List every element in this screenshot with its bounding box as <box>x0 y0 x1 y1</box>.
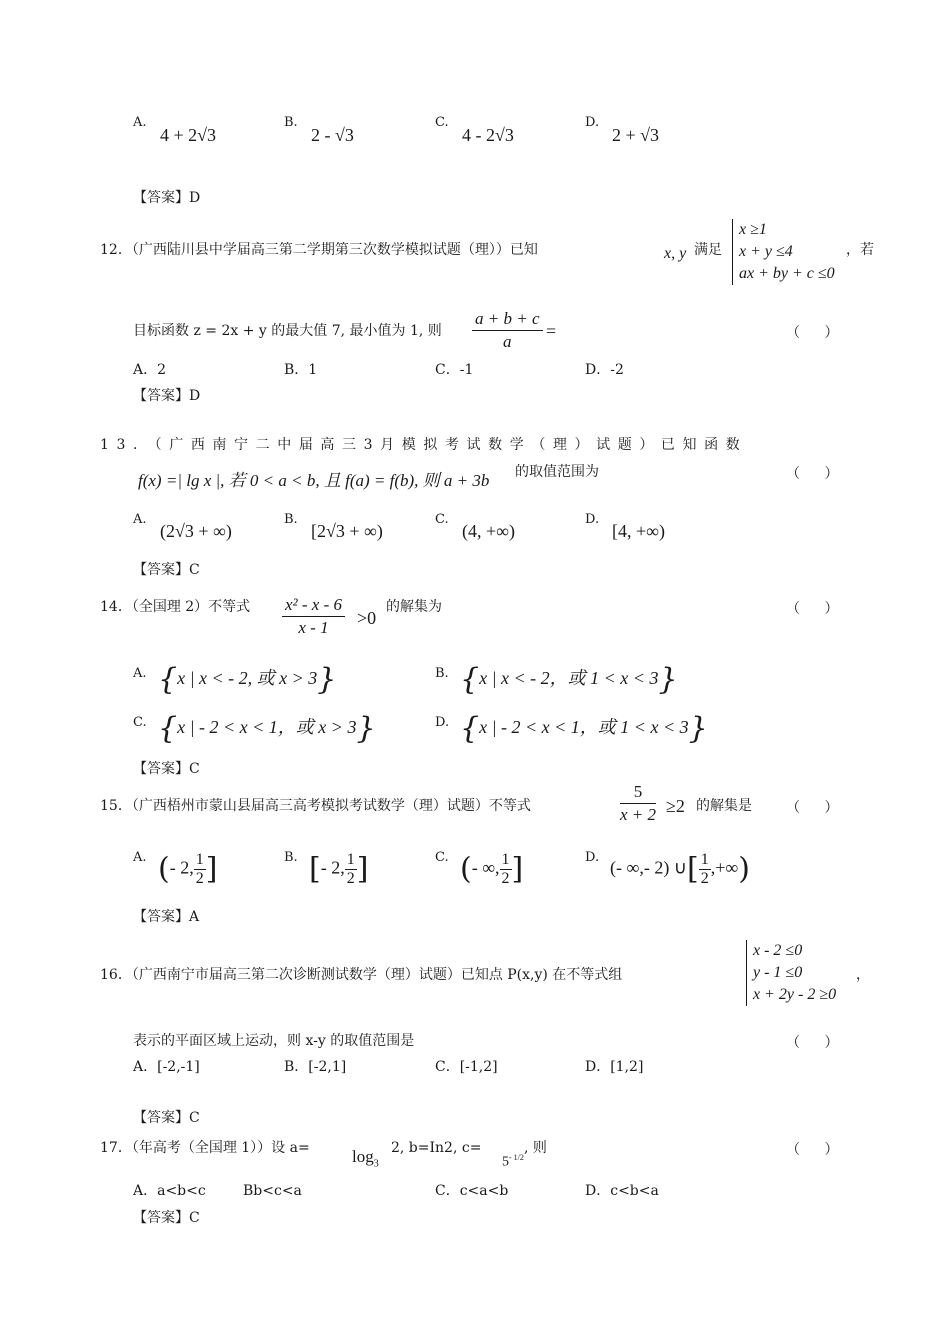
q13-line2-tail: 的取值范围为 <box>515 464 599 480</box>
q15-fraction <box>620 781 656 826</box>
q12-opt-b: B．1 <box>284 362 318 378</box>
q15-opt-d-num: 1 <box>700 851 709 868</box>
q17-stem-c: , 则 <box>524 1140 547 1156</box>
q14-fraction <box>282 594 345 639</box>
q14-opt-b-label: B. <box>435 666 449 681</box>
q15-opt-d: (- ∞,- 2) ∪[ $\frac{1}{2}$ ,+∞) <box>610 851 750 887</box>
q13-opt-a-label: A. <box>133 512 147 527</box>
q13-opt-c-label: C. <box>435 512 449 527</box>
q17-stem-b: 2, b=In2, c= <box>391 1140 482 1156</box>
q12-frac-num: a + b + c <box>472 308 543 331</box>
q13-opt-d: [4, +∞) <box>612 521 665 541</box>
q12-constraint-3: ax + by + c ≤0 <box>739 265 835 282</box>
q14-opt-c: {x | - 2 < x < 1，或 x > 3} <box>158 710 376 746</box>
q14-opt-b-text: x | x < - 2，或 1 < x < 3 <box>479 668 659 688</box>
q14-opt-c-text: x | - 2 < x < 1，或 x > 3 <box>177 717 357 737</box>
q16-constraint-system <box>746 940 836 1006</box>
q14-frac-num: x² - x - 6 <box>282 594 345 617</box>
q15-opt-a-label: A. <box>133 850 147 865</box>
q14-blank: （ ） <box>786 601 849 617</box>
q17-answer: 【答案】C <box>133 1210 200 1226</box>
q15-opt-a-den: 2 <box>195 870 204 887</box>
q13-opt-b: [2√3 + ∞) <box>311 521 383 541</box>
q16-opt-d: D．[1,2] <box>585 1059 644 1075</box>
q14-opt-a-label: A. <box>133 666 147 681</box>
q12-opt-d: D．-2 <box>585 362 624 378</box>
q16-comma: ， <box>856 967 870 983</box>
q13-opt-b-label: B. <box>284 512 298 527</box>
q16-blank: （ ） <box>786 1035 849 1051</box>
q13-opt-c: (4, +∞) <box>462 521 515 541</box>
q15-opt-c: (- ∞, $\frac{1}{2}$ ] <box>460 851 524 887</box>
q11-opt-b-label: B. <box>284 115 298 130</box>
q15-ge: ≥2 <box>666 796 685 816</box>
q15-opt-c-den: 2 <box>501 870 510 887</box>
q12-blank: （ ） <box>786 325 849 341</box>
q12-satisfy: 满足 <box>694 242 722 258</box>
q11-opt-a-label: A. <box>133 115 147 130</box>
q11-opt-b: 2 - √3 <box>311 125 354 145</box>
q17-stem-a: 17．（年高考（全国理 1））设 a= <box>100 1140 310 1156</box>
q15-opt-c-num: 1 <box>501 851 510 868</box>
q12-tail: ，若 <box>846 242 874 258</box>
q12-constraint-system <box>732 219 835 285</box>
q16-opt-b: B．[-2,1] <box>284 1059 347 1075</box>
q15-opt-b-label: B. <box>284 850 298 865</box>
q13-stem: 13．（广西南宁二中届高三3月模拟考试数学（理）试题）已知函数 <box>100 437 748 453</box>
q12-fraction <box>472 308 543 353</box>
q12-constraint-1: x ≥1 <box>739 221 767 238</box>
q15-frac-den: x + 2 <box>620 805 657 824</box>
q15-opt-d-tail: ,+∞ <box>710 857 739 878</box>
q12-line2: 目标函数 z = 2x + y 的最大值 7, 最小值为 1, 则 <box>133 323 442 339</box>
q17-c-power <box>502 1147 524 1174</box>
q17-log-text: log <box>352 1147 374 1166</box>
q14-stem: 14．（全国理 2）不等式 <box>100 599 251 615</box>
q16-line2: 表示的平面区域上运动，则 x-y 的取值范围是 <box>133 1033 415 1049</box>
q11-answer: 【答案】D <box>133 190 201 206</box>
q11-opt-d: 2 + √3 <box>612 125 660 145</box>
q17-log <box>352 1146 379 1175</box>
q16-opt-a: A．[-2,-1] <box>133 1059 200 1075</box>
q15-opt-b-left: - 2, <box>320 857 345 878</box>
q13-opt-d-label: D. <box>585 512 600 527</box>
q11-opt-a: 4 + 2√3 <box>160 125 217 145</box>
q16-constraint-2: y - 1 ≤0 <box>753 964 803 981</box>
q17-c-exp: - 1/2 <box>509 1153 524 1162</box>
q15-opt-d-den: 2 <box>700 870 709 887</box>
q17-c-base: 5 <box>502 1154 509 1170</box>
q15-opt-a-left: - 2, <box>169 857 194 878</box>
q15-opt-b: [- 2, $\frac{1}{2}$ ] <box>309 851 369 887</box>
q11-opt-d-label: D. <box>585 115 600 130</box>
q15-opt-b-num: 1 <box>346 851 355 868</box>
q15-opt-a-num: 1 <box>195 851 204 868</box>
q12-stem: 12．（广西陆川县中学届高三第二学期第三次数学模拟试题（理））已知 <box>100 242 538 258</box>
q14-tail: 的解集为 <box>386 599 442 615</box>
q16-stem: 16．（广西南宁市届高三第二次诊断测试数学（理）试题）已知点 P(x,y) 在不等式组 <box>100 967 623 983</box>
q15-opt-d-label: D. <box>585 850 600 865</box>
q12-frac-den: a <box>503 332 512 351</box>
q14-opt-d: {x | - 2 < x < 1，或 1 < x < 3} <box>460 710 708 746</box>
q12-answer: 【答案】D <box>133 388 201 404</box>
q17-opt-b: Bb<c<a <box>243 1183 302 1199</box>
q12-equals: = <box>546 321 557 341</box>
q14-answer: 【答案】C <box>133 761 200 777</box>
q15-frac-num: 5 <box>620 781 656 804</box>
q11-opt-c: 4 - 2√3 <box>462 125 514 145</box>
q12-constraint-2: x + y ≤4 <box>739 243 793 260</box>
q15-opt-d-left: (- ∞,- 2) ∪ <box>610 857 687 878</box>
q15-answer: 【答案】A <box>133 909 200 925</box>
q16-answer: 【答案】C <box>133 1110 200 1126</box>
q14-gt: >0 <box>357 608 377 628</box>
q13-opt-a: (2√3 + ∞) <box>160 521 232 541</box>
q14-opt-a-text: x | x < - 2, 或 x > 3 <box>177 668 318 688</box>
q17-log-base: 3 <box>373 1158 379 1170</box>
q17-opt-c: C．c<a<b <box>435 1183 509 1199</box>
q13-blank: （ ） <box>786 466 849 482</box>
q15-opt-c-left: - ∞, <box>471 857 500 878</box>
q14-opt-a: {x | x < - 2, 或 x > 3} <box>158 661 337 697</box>
q14-opt-d-text: x | - 2 < x < 1，或 1 < x < 3 <box>479 717 689 737</box>
q17-blank: （ ） <box>786 1142 849 1158</box>
q17-opt-d: D．c<b<a <box>585 1183 659 1199</box>
q14-opt-b: {x | x < - 2，或 1 < x < 3} <box>460 661 678 697</box>
q15-stem: 15．（广西梧州市蒙山县届高三高考模拟考试数学（理）试题）不等式 <box>100 798 531 814</box>
q15-opt-a: (- 2, $\frac{1}{2}$ ] <box>158 851 218 887</box>
q16-constraint-1: x - 2 ≤0 <box>753 942 803 959</box>
q16-opt-c: C．[-1,2] <box>435 1059 498 1075</box>
q15-opt-c-label: C. <box>435 850 449 865</box>
q12-opt-a: A．2 <box>133 362 167 378</box>
q17-opt-a: A．a<b<c <box>133 1183 206 1199</box>
q15-opt-b-den: 2 <box>346 870 355 887</box>
q12-opt-c: C．-1 <box>435 362 474 378</box>
q13-line2: f(x) =| lg x |, 若 0 < a < b, 且 f(a) = f(b), 则 a + 3b <box>138 471 490 490</box>
q12-vars: x, y <box>664 245 687 262</box>
q14-frac-den: x - 1 <box>298 618 329 637</box>
q14-opt-d-label: D. <box>435 715 450 730</box>
q15-tail: 的解集是 <box>696 798 752 814</box>
q14-opt-c-label: C. <box>133 715 147 730</box>
q16-constraint-3: x + 2y - 2 ≥0 <box>753 986 837 1003</box>
q13-answer: 【答案】C <box>133 562 200 578</box>
q11-opt-c-label: C. <box>435 115 449 130</box>
q15-blank: （ ） <box>786 800 849 816</box>
